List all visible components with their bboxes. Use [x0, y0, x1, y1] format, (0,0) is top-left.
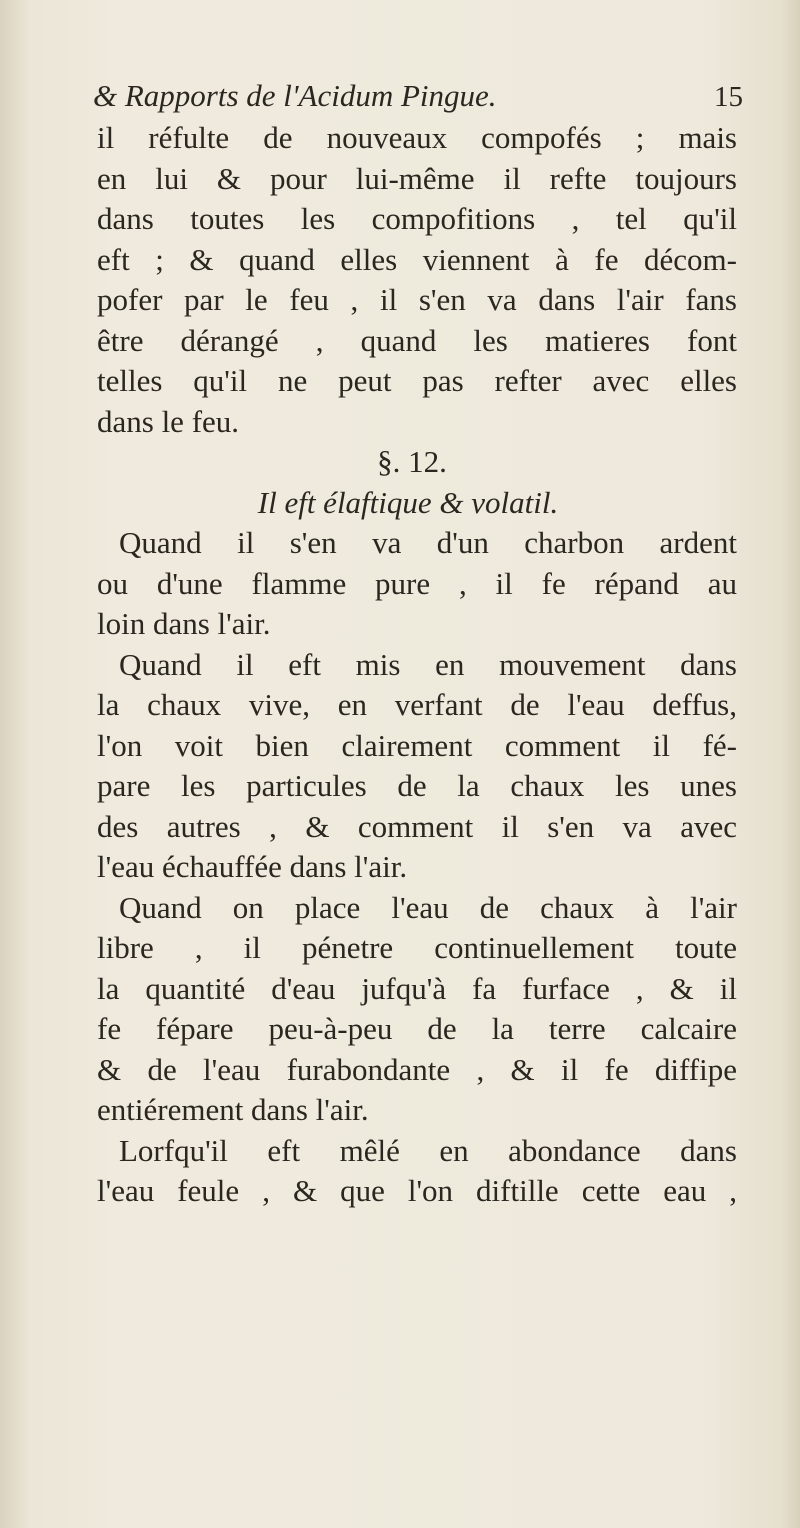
text-line: loin dans l'air. [97, 606, 271, 641]
paragraph-3 [97, 645, 737, 888]
text-line: telles qu'il ne peut pas refter avec elles [97, 363, 737, 398]
page-number: 15 [714, 81, 743, 113]
paragraph-4 [97, 888, 737, 1131]
running-title: & Rapports de l'Acidum Pingue. [93, 78, 497, 113]
page-text-block [93, 78, 743, 1212]
text-line: pare les particules de la chaux les unes [97, 768, 737, 803]
text-line: il réfulte de nouveaux compofés ; mais [97, 120, 737, 155]
text-line: la chaux vive, en verfant de l'eau deffus, [97, 687, 737, 722]
text-line: ou d'une flamme pure , il fe répand au [97, 565, 737, 601]
text-line: être dérangé , quand les matieres font [97, 322, 737, 358]
text-line: l'eau feule , & que l'on diftille cette eau , [97, 1173, 737, 1208]
text-line: dans le feu. [97, 403, 240, 439]
text-line: dans toutes les compofitions , tel qu'il [97, 201, 737, 236]
text-line: Quand il s'en va d'un charbon ardent [119, 525, 737, 560]
text-line: la quantité d'eau jufqu'à fa furface , & il [97, 970, 737, 1006]
text-line: Quand on place l'eau de chaux à l'air [119, 889, 737, 925]
text-line: pofer par le feu , il s'en va dans l'air fans [97, 282, 737, 317]
text-line: eft ; & quand elles viennent à fe décom- [97, 241, 737, 277]
section-number: §. 12. [377, 444, 447, 479]
running-header [93, 78, 743, 118]
text-line: & de l'eau furabondante , & il fe diffipe [97, 1051, 737, 1087]
section-title: Il eft élaftique & volatil. [257, 484, 559, 520]
paragraph-2 [97, 523, 737, 645]
text-line: l'eau échauffée dans l'air. [97, 849, 408, 884]
text-line: en lui & pour lui-même il refte toujours [97, 160, 737, 196]
text-line: l'on voit bien clairement comment il fé- [97, 727, 737, 763]
text-line: libre , il pénetre continuellement toute [97, 930, 737, 965]
paragraph-1 [97, 118, 737, 442]
text-line: entiérement dans l'air. [97, 1092, 369, 1127]
text-line: Lorfqu'il eft mêlé en abondance dans [119, 1132, 737, 1168]
paragraph-5 [97, 1131, 737, 1212]
text-line: fe fépare peu-à-peu de la terre calcaire [97, 1011, 737, 1046]
text-line: Quand il eft mis en mouvement dans [119, 646, 737, 682]
text-line: des autres , & comment il s'en va avec [97, 808, 737, 844]
